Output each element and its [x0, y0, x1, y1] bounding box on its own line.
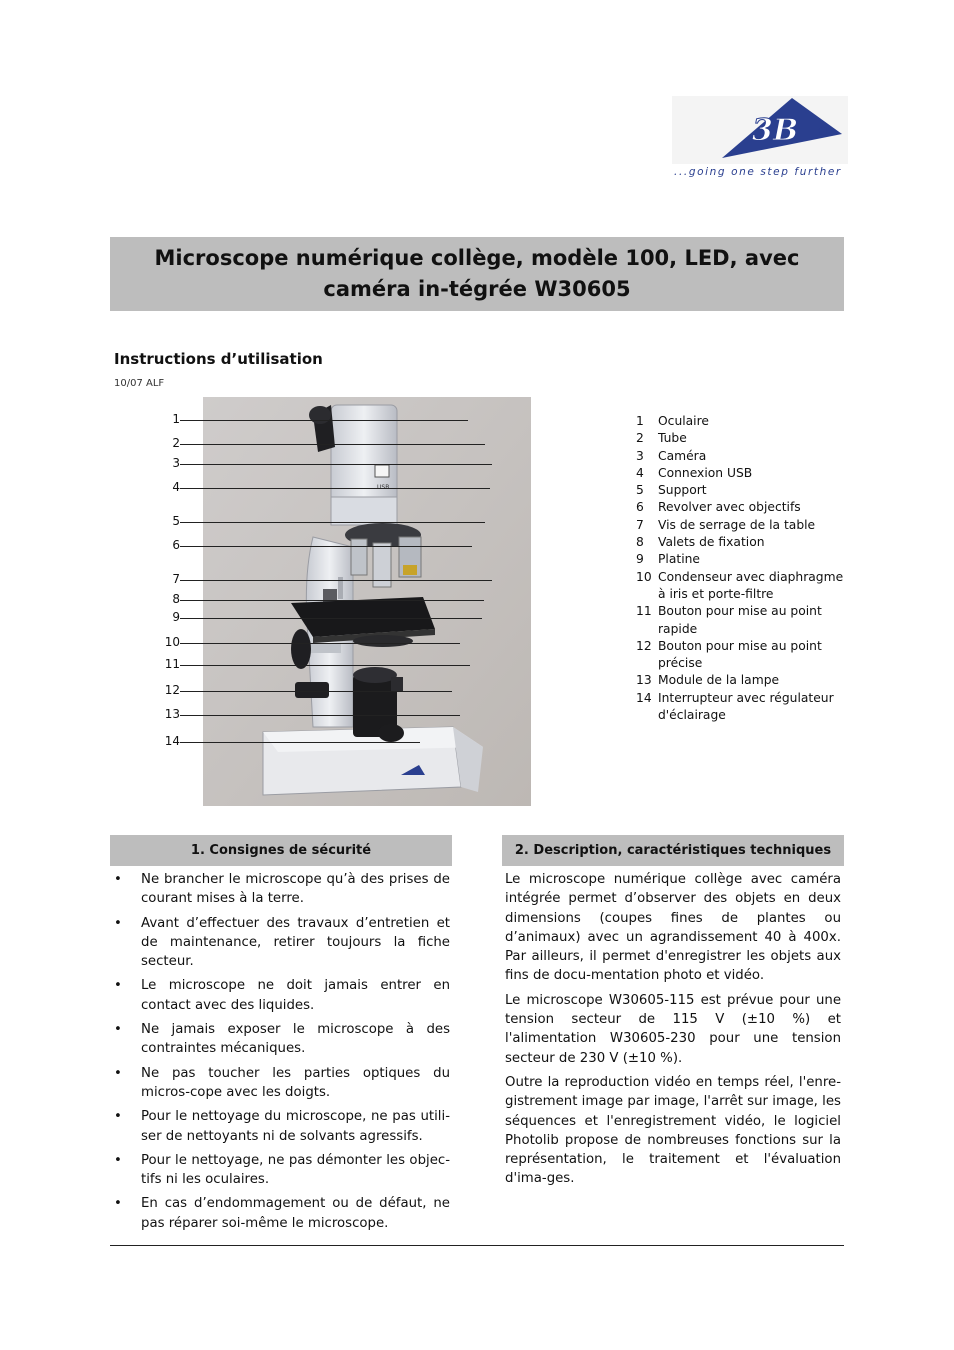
part-number: 1	[636, 414, 644, 428]
callout-leader-line	[180, 665, 470, 666]
callout-number: 6	[172, 538, 180, 552]
part-number: 4	[636, 465, 644, 480]
callout-number: 10	[164, 635, 180, 649]
part-number: 11	[636, 604, 652, 619]
logo-tagline: ...going one step further	[674, 166, 842, 178]
part-number: 14	[636, 690, 652, 705]
safety-instruction-item: • Le microscope ne doit jamais entrer en contact avec des liquides.	[110, 976, 450, 1015]
callout-leader-line	[180, 444, 485, 445]
part-label: Vis de serrage de la table	[658, 517, 816, 532]
parts-legend-item	[636, 638, 851, 673]
part-number: 7	[636, 517, 644, 532]
description-paragraph: Outre la reproduction vidéo en temps réel, l'enre-gistrement image par image, l'arrêt sur image, les séquences et l'enregistrement vidéo, le logiciel Photolib propose de nombreuses fonctions sur la représentation, le traitement et l'évaluation d'ima-ges.	[505, 1074, 841, 1187]
part-number: 10	[636, 569, 652, 584]
callout-number: 14	[164, 734, 180, 748]
safety-instruction-item: • Pour le nettoyage du microscope, ne pas utili-ser de nettoyants ni de solvants agressifs.	[110, 1107, 450, 1146]
callout-leader-line	[180, 618, 482, 619]
part-label: Platine	[658, 552, 700, 567]
callout-number: 5	[172, 514, 180, 528]
callout-number: 12	[164, 683, 180, 697]
parts-legend-item	[636, 534, 851, 551]
safety-instruction-item: • Avant d’effectuer des travaux d’entretien et de maintenance, retirer toujours la fiche secteur.	[110, 914, 450, 972]
microscope-figure	[160, 397, 532, 807]
part-label: Tube	[658, 431, 687, 446]
part-label: Module de la lampe	[658, 673, 780, 688]
callout-number: 3	[172, 456, 180, 470]
parts-legend-item	[636, 413, 851, 430]
callout-leader-line	[180, 488, 490, 489]
parts-legend-item	[636, 690, 851, 725]
part-number: 2	[636, 431, 644, 446]
callout-leader-line	[180, 600, 484, 601]
part-number: 8	[636, 535, 644, 550]
part-label: Condenseur avec diaphragme à iris et porte-filtre	[658, 569, 844, 601]
safety-instruction-item: • Ne pas toucher les parties optiques du micros-cope avec les doigts.	[110, 1064, 450, 1103]
parts-legend-item	[636, 430, 851, 447]
part-label: Valets de fixation	[658, 535, 765, 550]
part-number: 3	[636, 448, 644, 463]
callout-number: 8	[172, 592, 180, 606]
parts-legend-item	[636, 569, 851, 604]
part-label: Oculaire	[658, 414, 709, 428]
3b-triangle-logo-icon	[672, 96, 848, 164]
callout-number: 13	[164, 707, 180, 721]
parts-legend	[636, 413, 851, 724]
parts-legend-item	[636, 551, 851, 568]
part-label: Bouton pour mise au point précise	[658, 638, 822, 671]
callout-number: 9	[172, 610, 180, 624]
callout-leader-line	[180, 420, 468, 421]
safety-instructions-list	[110, 870, 450, 1238]
parts-legend-item	[636, 448, 851, 465]
callout-leader-line	[180, 691, 452, 692]
section-heading-safety: 1. Consignes de sécurité	[110, 835, 452, 866]
section-heading-description: 2. Description, caractéristiques techniques	[502, 835, 844, 866]
callout-leader-line	[180, 522, 485, 523]
date-code: 10/07 ALF	[114, 378, 165, 389]
part-label: Support	[658, 483, 707, 498]
svg-text:3B: 3B	[752, 113, 799, 148]
callout-leader-line	[180, 742, 420, 743]
parts-legend-item	[636, 482, 851, 499]
parts-legend-item	[636, 603, 851, 638]
part-number: 6	[636, 500, 644, 515]
safety-instruction-item: • Ne brancher le microscope qu’à des prises de courant mises à la terre.	[110, 870, 450, 909]
callout-number: 4	[172, 480, 180, 494]
parts-legend-item	[636, 499, 851, 516]
callout-leader-line	[180, 546, 472, 547]
callout-number: 11	[164, 657, 180, 671]
part-number: 5	[636, 483, 644, 498]
callout-number: 7	[172, 572, 180, 586]
callout-leader-line	[180, 464, 492, 465]
part-number: 12	[636, 638, 652, 653]
part-number: 13	[636, 673, 652, 688]
parts-legend-item	[636, 672, 851, 689]
microscope-photo	[203, 397, 531, 806]
description-body	[505, 870, 841, 1194]
microscope-illustration	[203, 397, 531, 806]
callout-leader-line	[180, 580, 492, 581]
part-label: Interrupteur avec régulateur d'éclairage	[658, 690, 834, 723]
safety-instruction-item: • En cas d’endommagement ou de défaut, ne pas réparer soi-même le microscope.	[110, 1194, 450, 1233]
description-paragraph: Le microscope numérique collège avec caméra intégrée permet d’observer des objets en deux dimensions (coupes fines de plantes ou d’animaux) avec un agrandissement 40 à 400x. Par ailleurs, il permet d'enregistrer les objets aux fins de docu-mentation photo et vidéo.	[505, 872, 841, 984]
part-number: 9	[636, 552, 644, 567]
title-banner	[110, 237, 844, 311]
callout-leader-line	[180, 715, 460, 716]
page-title: Microscope numérique collège, modèle 100, LED, avec caméra in-tégrée W30605	[154, 246, 800, 301]
description-paragraph: Le microscope W30605-115 est prévue pour une tension secteur de 115 V (±10 %) et l'alimentation W30605-230 pour une tension secteur de 230 V (±10 %).	[505, 992, 841, 1066]
brand-logo	[672, 96, 848, 186]
callout-number: 2	[172, 436, 180, 450]
part-label: Connexion USB	[658, 465, 753, 480]
callout-number: 1	[172, 412, 180, 426]
safety-instruction-item: • Ne jamais exposer le microscope à des contraintes mécaniques.	[110, 1020, 450, 1059]
callout-leader-line	[180, 643, 460, 644]
parts-legend-item	[636, 517, 851, 534]
footer-divider	[110, 1245, 844, 1246]
document-subtitle: Instructions d’utilisation	[114, 350, 323, 368]
safety-instruction-item: • Pour le nettoyage, ne pas démonter les objec-tifs ni les oculaires.	[110, 1151, 450, 1190]
part-label: Caméra	[658, 448, 707, 463]
parts-legend-item	[636, 465, 851, 482]
part-label: Bouton pour mise au point rapide	[658, 604, 822, 636]
part-label: Revolver avec objectifs	[658, 500, 801, 515]
